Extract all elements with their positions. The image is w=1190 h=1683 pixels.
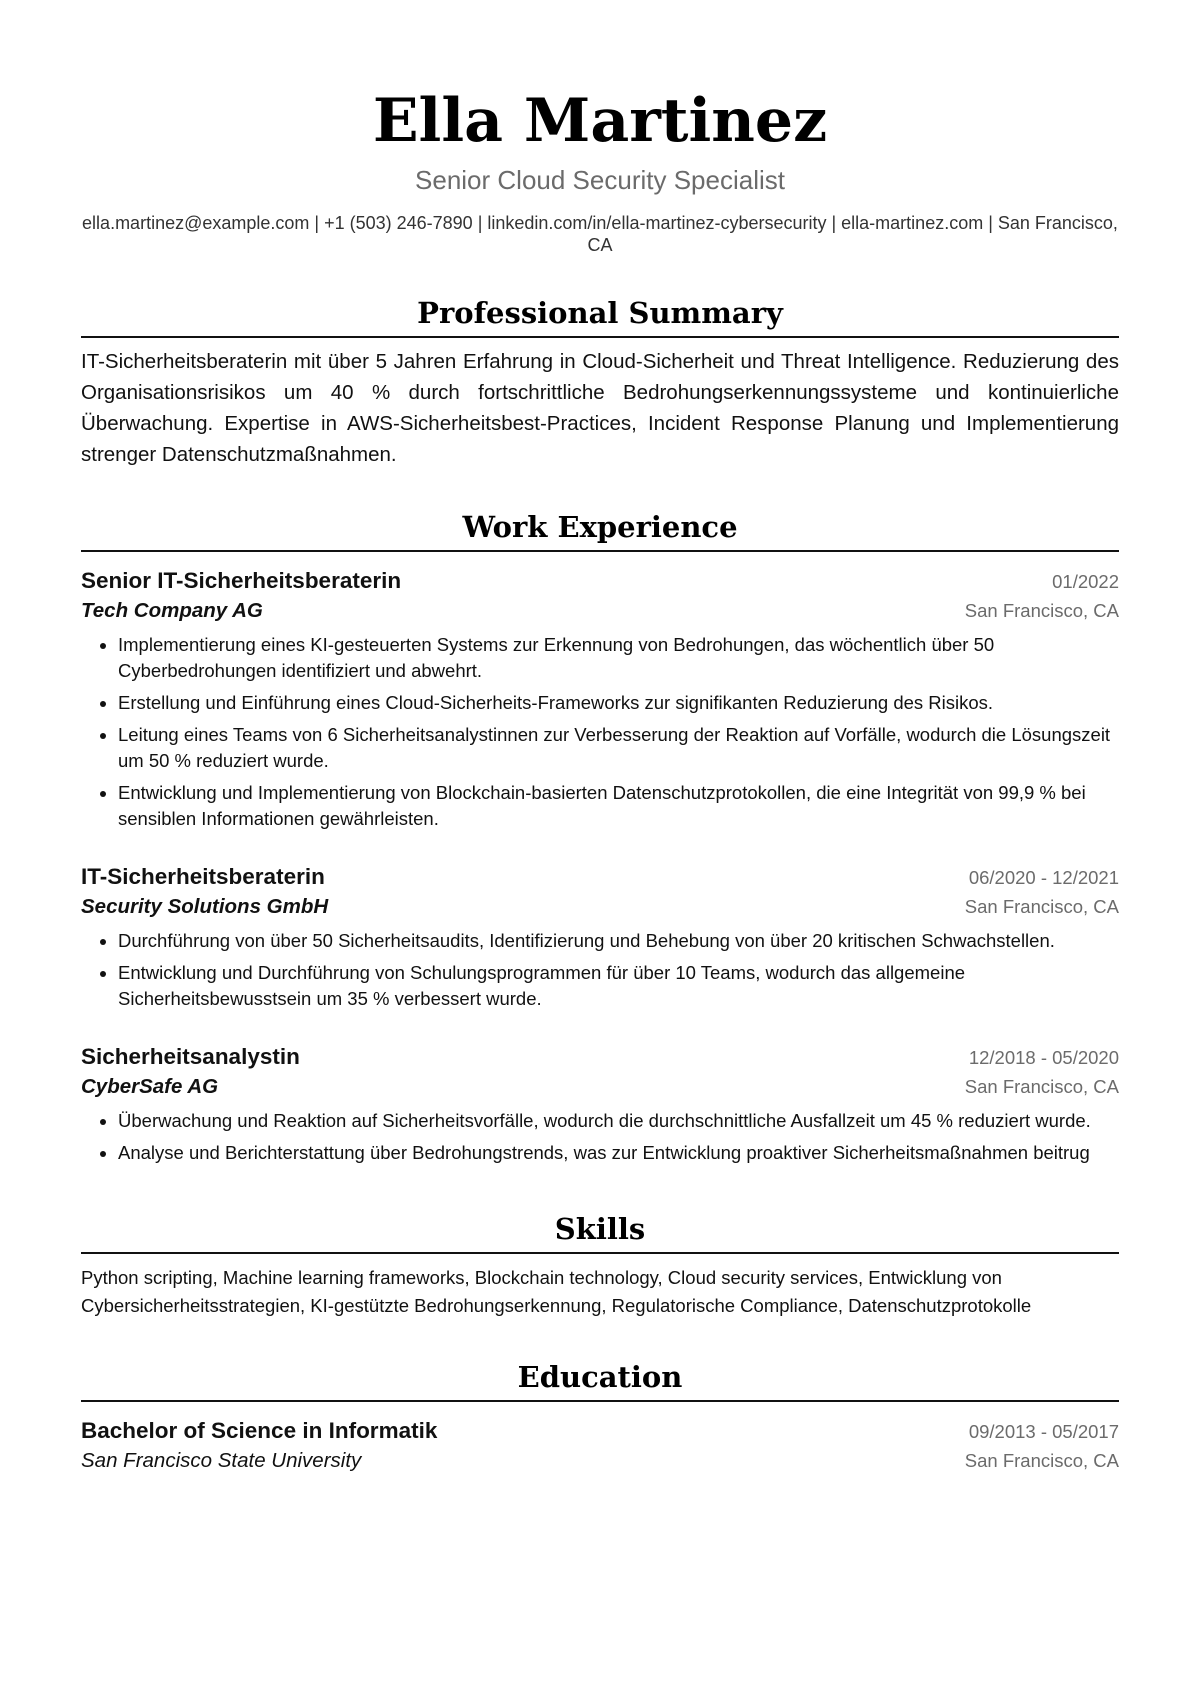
job-bullet: • Entwicklung und Implementierung von Blockchain-basierten Datenschutzprotokollen, die eine Integrität von 99,9 % bei sensiblen Informationen gewährleisten.	[118, 780, 1119, 832]
degree-name: Bachelor of Science in Informatik	[81, 1418, 438, 1443]
job-bullet: • Durchführung von über 50 Sicherheitsaudits, Identifizierung und Behebung von über 20 kritischen Schwachstellen.	[118, 928, 1119, 954]
company-name: CyberSafe AG	[81, 1075, 219, 1098]
job-location: San Francisco, CA	[964, 1076, 1119, 1097]
skills-section	[81, 1210, 1119, 1320]
resume-header	[81, 0, 1119, 256]
job-title: Senior IT-Sicherheitsberaterin	[81, 568, 402, 593]
work-experience-heading: Work Experience	[81, 508, 1119, 552]
education-section	[81, 1358, 1119, 1476]
summary-heading: Professional Summary	[81, 294, 1119, 338]
job-bullets	[81, 632, 1119, 832]
job-bullets	[81, 928, 1119, 1012]
candidate-name: Ella Martinez	[372, 86, 828, 156]
education-heading: Education	[81, 1358, 1119, 1402]
education-entry	[81, 1416, 1119, 1476]
education-location: San Francisco, CA	[964, 1450, 1119, 1471]
company-name: Tech Company AG	[81, 599, 263, 622]
summary-text: IT-Sicherheitsberaterin mit über 5 Jahren Erfahrung in Cloud-Sicherheit und Threat Intelligence. Reduzierung des Organisationsrisikos um 40 % durch fortschrittliche Bedrohungserkennungssysteme und kontinuierliche Überwachung. Expertise in AWS-Sicherheitsbest-Practices, Incident Response Planung und Implementierung strenger Datenschutzmaßnahmen.	[81, 350, 1119, 466]
job-bullet: • Implementierung eines KI-gesteuerten Systems zur Erkennung von Bedrohungen, das wöchentlich über 50 Cyberbedrohungen identifiziert und abwehrt.	[118, 632, 1119, 684]
work-experience-section	[81, 508, 1119, 1166]
job-entry	[81, 1042, 1119, 1166]
skills-text: Python scripting, Machine learning frameworks, Blockchain technology, Cloud security services, Entwicklung von Cybersicherheitsstrategien, KI-gestützte Bedrohungserkennung, Regulatorische Compliance, Datenschutzprotokolle	[81, 1267, 1032, 1316]
job-bullet: • Analyse und Berichterstattung über Bedrohungstrends, was zur Entwicklung proaktiver Sicherheitsmaßnahmen beitrug	[118, 1140, 1119, 1166]
job-bullet: • Entwicklung und Durchführung von Schulungsprogrammen für über 10 Teams, wodurch das allgemeine Sicherheitsbewusstsein um 35 % verbessert wurde.	[118, 960, 1119, 1012]
company-name: Security Solutions GmbH	[81, 895, 329, 918]
education-date: 09/2013 - 05/2017	[968, 1421, 1119, 1442]
job-entry	[81, 862, 1119, 1012]
summary-section	[81, 294, 1119, 470]
job-location: San Francisco, CA	[964, 896, 1119, 917]
job-title: IT-Sicherheitsberaterin	[81, 864, 325, 889]
job-bullet: • Überwachung und Reaktion auf Sicherheitsvorfälle, wodurch die durchschnittliche Ausfallzeit um 45 % reduziert wurde.	[118, 1108, 1119, 1134]
job-title: Sicherheitsanalystin	[81, 1044, 300, 1069]
job-bullet: • Erstellung und Einführung eines Cloud-Sicherheits-Frameworks zur signifikanten Reduzierung des Risikos.	[118, 690, 1119, 716]
job-bullet: • Leitung eines Teams von 6 Sicherheitsanalystinnen zur Verbesserung der Reaktion auf Vorfälle, wodurch die Lösungszeit um 50 % reduziert wurde.	[118, 722, 1119, 774]
candidate-title: Senior Cloud Security Specialist	[415, 165, 785, 195]
contact-line: ella.martinez@example.com | +1 (503) 246-7890 | linkedin.com/in/ella-martinez-cybersecurity | ella-martinez.com | San Francisco, CA	[82, 213, 1118, 255]
school-name: San Francisco State University	[81, 1449, 362, 1472]
job-date: 12/2018 - 05/2020	[968, 1047, 1119, 1068]
job-entry	[81, 566, 1119, 832]
job-bullets	[81, 1108, 1119, 1166]
job-date: 01/2022	[1052, 571, 1119, 592]
job-date: 06/2020 - 12/2021	[968, 867, 1119, 888]
skills-heading: Skills	[81, 1210, 1119, 1254]
job-location: San Francisco, CA	[964, 600, 1119, 621]
